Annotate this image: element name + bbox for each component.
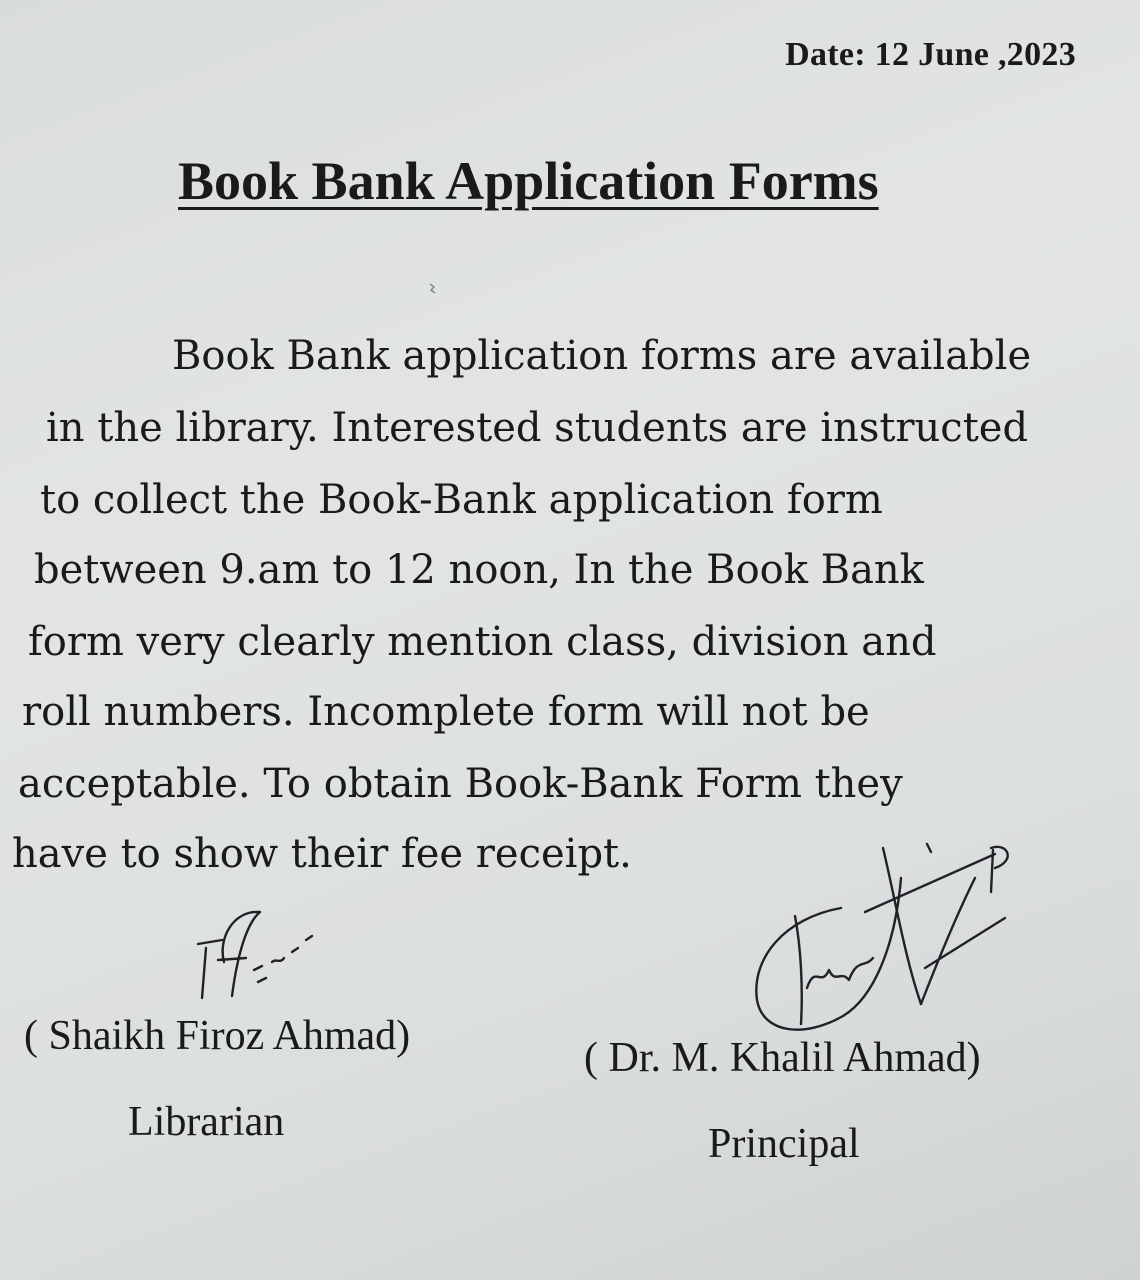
librarian-name: ( Shaikh Firoz Ahmad) [24, 1013, 411, 1059]
principal-name: ( Dr. M. Khalil Ahmad) [584, 1035, 981, 1081]
body-line: between 9.am to 12 noon, In the Book Bank [34, 547, 924, 593]
body-line: to collect the Book-Bank application form [40, 477, 883, 523]
librarian-role: Librarian [128, 1099, 285, 1145]
principal-signature [745, 838, 1025, 1048]
body-line: have to show their fee receipt. [12, 831, 632, 877]
body-line: in the library. Interested students are instructed [46, 405, 1029, 451]
notice-date: Date: 12 June ,2023 [785, 36, 1076, 73]
body-line: Book Bank application forms are available [172, 333, 1032, 379]
librarian-signature [188, 900, 328, 1010]
principal-role: Principal [708, 1121, 860, 1167]
notice-title: Book Bank Application Forms [178, 151, 879, 211]
body-line: acceptable. To obtain Book-Bank Form they [18, 761, 903, 807]
paper-speck-mark [428, 282, 438, 296]
body-line: roll numbers. Incomplete form will not be [22, 689, 870, 735]
body-line: form very clearly mention class, division and [28, 619, 937, 665]
